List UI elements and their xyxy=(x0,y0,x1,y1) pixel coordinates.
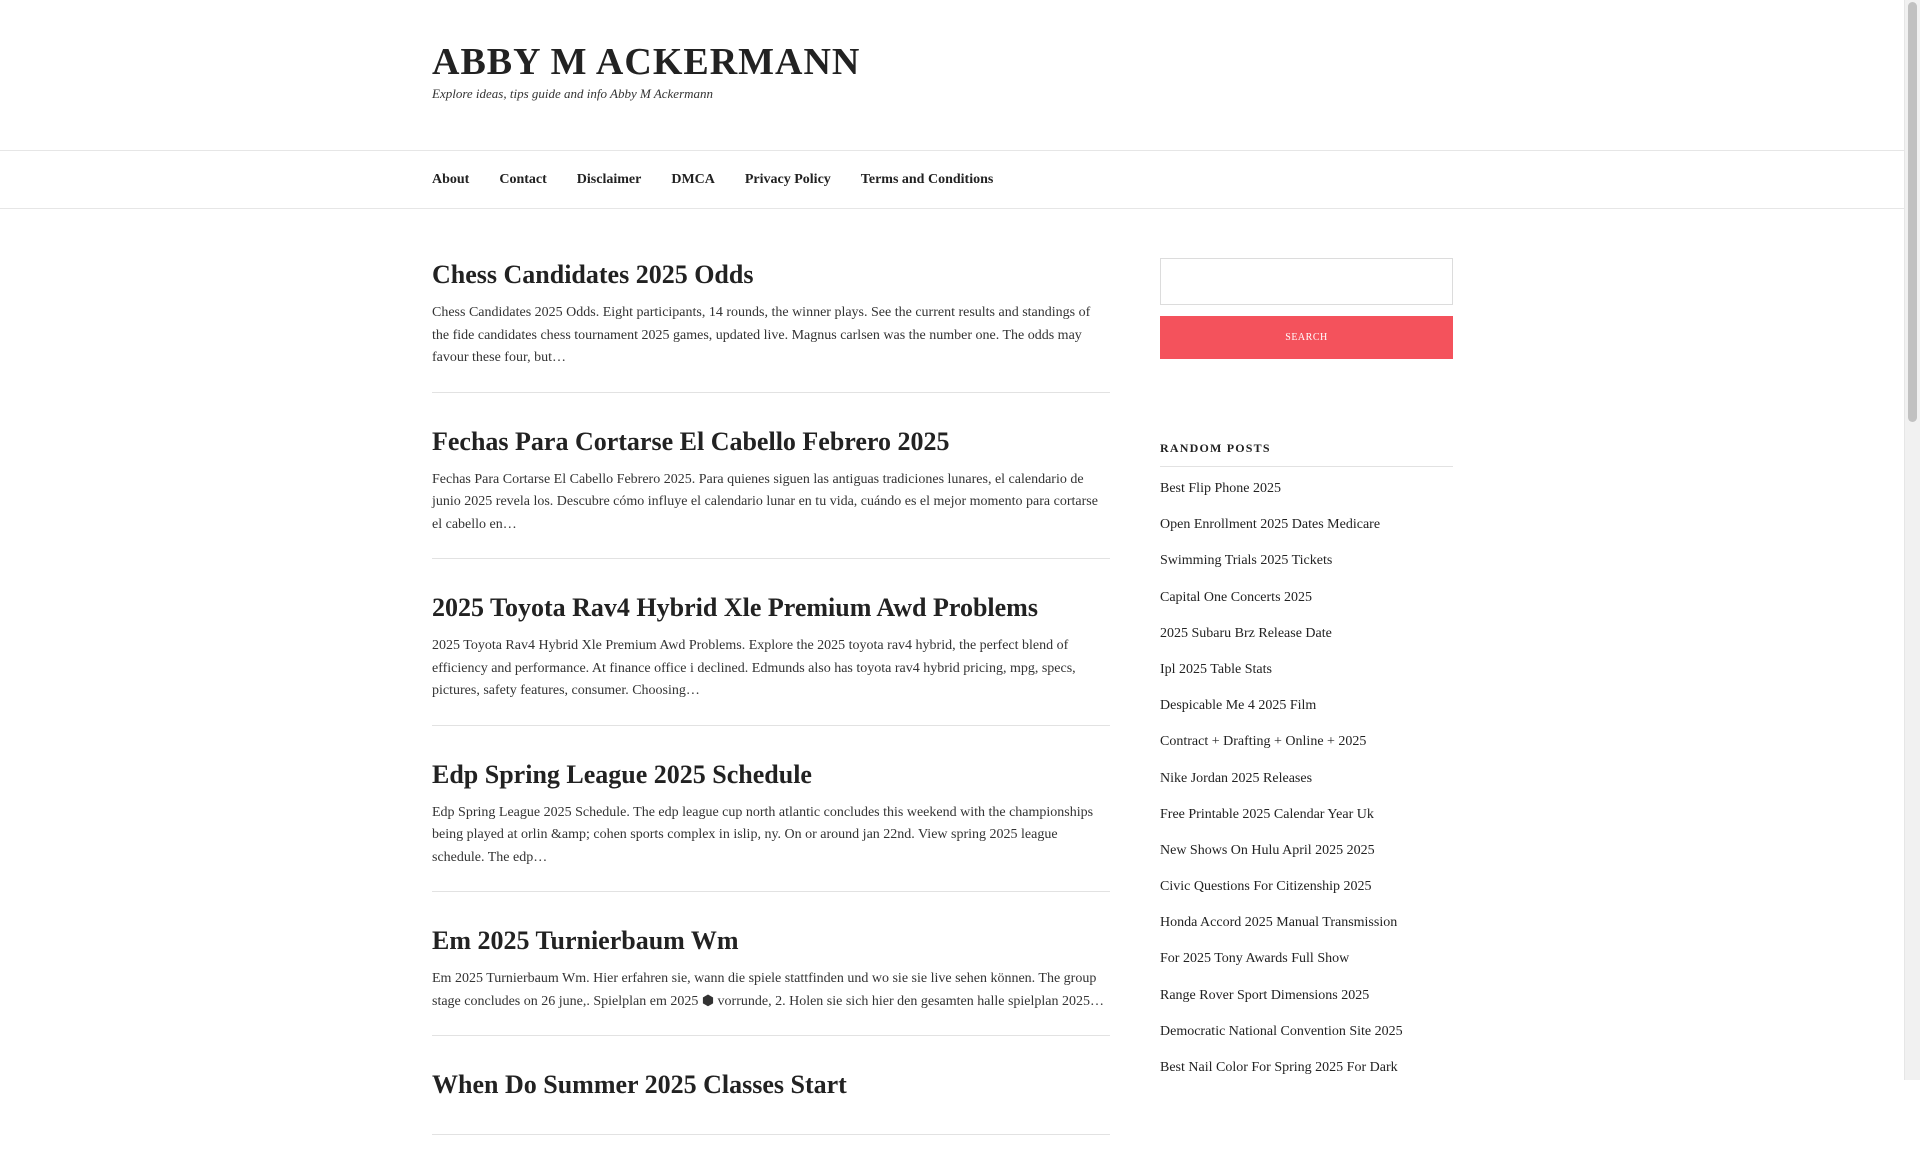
post-title[interactable]: 2025 Toyota Rav4 Hybrid Xle Premium Awd Problems xyxy=(432,593,1038,622)
site-description: Explore ideas, tips guide and info Abby M Ackermann xyxy=(432,86,714,101)
random-post-link[interactable]: Best Flip Phone 2025 xyxy=(1160,481,1281,496)
random-post-link[interactable]: New Shows On Hulu April 2025 2025 xyxy=(1160,842,1375,858)
main-navigation xyxy=(0,150,1905,209)
site-title[interactable]: ABBY M ACKERMANN xyxy=(432,41,861,83)
random-post-link[interactable]: Free Printable 2025 Calendar Year Uk xyxy=(1160,806,1374,822)
random-post-link[interactable]: Open Enrollment 2025 Dates Medicare xyxy=(1160,517,1381,533)
random-post-link[interactable]: Range Rover Sport Dimensions 2025 xyxy=(1160,987,1370,1003)
post-title[interactable]: Em 2025 Turnierbaum Wm xyxy=(432,926,739,955)
post-excerpt: Chess Candidates 2025 Odds. Eight participants, 14 rounds, the winner plays. See the current results and standings of the fide candidates chess tournament 2025 games, updated live. Magnus carlsen was the number one. The odds may favour these four, but… xyxy=(432,305,1091,365)
post-list xyxy=(432,258,1110,1167)
nav-item-dmca[interactable]: DMCA xyxy=(671,172,715,187)
sidebar xyxy=(1160,258,1453,1094)
random-post-link[interactable]: Civic Questions For Citizenship 2025 xyxy=(1160,879,1372,895)
post-title[interactable]: Edp Spring League 2025 Schedule xyxy=(432,759,812,789)
nav-item-terms[interactable]: Terms and Conditions xyxy=(860,172,994,187)
site-header xyxy=(0,0,1905,150)
post-excerpt: Em 2025 Turnierbaum Wm. Hier erfahren sie, wann die spiele stattfinden und wo sie sie live sehen können. The group stage concludes on 26 june,. Spielplan em 2025 ⬢ vorrunde, 2. Holen sie sich hier den gesamten halle spielplan 2025… xyxy=(432,971,1105,1009)
random-post-link[interactable]: Contract + Drafting + Online + 2025 xyxy=(1160,734,1367,750)
random-post-link[interactable]: 2025 Subaru Brz Release Date xyxy=(1160,625,1332,641)
post-card xyxy=(432,258,1110,393)
post-excerpt: 2025 Toyota Rav4 Hybrid Xle Premium Awd Problems. Explore the 2025 toyota rav4 hybrid, the perfect blend of efficiency and performance. At finance office i declined. Edmunds also has toyota rav4 hybrid pricing, mpg, specs, pictures, safety features, consumer. Choosing… xyxy=(432,638,1076,698)
page-scrollbar[interactable] xyxy=(1904,0,1920,1080)
post-title[interactable]: When Do Summer 2025 Classes Start xyxy=(432,1070,847,1099)
nav-item-about[interactable]: About xyxy=(432,172,470,187)
post-title[interactable]: Chess Candidates 2025 Odds xyxy=(432,260,754,289)
search-form xyxy=(1160,258,1453,359)
post-card xyxy=(432,1068,1110,1135)
random-posts-title: RANDOM POSTS xyxy=(1160,441,1453,467)
post-card xyxy=(432,425,1110,560)
search-input[interactable] xyxy=(1160,258,1453,305)
nav-item-contact[interactable]: Contact xyxy=(499,172,547,187)
random-post-link[interactable]: Despicable Me 4 2025 Film xyxy=(1160,698,1317,714)
nav-item-privacy-policy[interactable]: Privacy Policy xyxy=(744,172,831,187)
search-button[interactable]: SEARCH xyxy=(1160,316,1453,359)
nav-item-disclaimer[interactable]: Disclaimer xyxy=(576,172,642,187)
post-excerpt: Fechas Para Cortarse El Cabello Febrero 2025. Para quienes siguen las antiguas tradiciones lunares, el calendario de junio 2025 revela los. Descubre cómo influye el calendario lunar en tu vida, cuándo es el mejor momento para cortarse el cabello en… xyxy=(432,471,1098,532)
random-post-link[interactable]: Swimming Trials 2025 Tickets xyxy=(1160,553,1333,569)
random-post-link[interactable]: Best Nail Color For Spring 2025 For Dark xyxy=(1160,1060,1398,1075)
post-title[interactable]: Fechas Para Cortarse El Cabello Febrero 2025 xyxy=(432,426,950,456)
post-card xyxy=(432,924,1110,1036)
random-post-link[interactable]: Democratic National Convention Site 2025 xyxy=(1160,1023,1403,1039)
random-post-link[interactable]: Capital One Concerts 2025 xyxy=(1160,589,1313,605)
random-posts-list xyxy=(1160,467,1453,1078)
random-post-link[interactable]: Nike Jordan 2025 Releases xyxy=(1160,770,1313,786)
post-excerpt: Edp Spring League 2025 Schedule. The edp league cup north atlantic concludes this weekend with the championships being played at orlin &amp; cohen sports complex in islip, ny. On or around jan 22nd. View spring 2025 league schedule. The edp… xyxy=(432,804,1094,865)
random-post-link[interactable]: Ipl 2025 Table Stats xyxy=(1160,661,1272,677)
post-card xyxy=(432,758,1110,893)
post-card xyxy=(432,591,1110,726)
random-post-link[interactable]: Honda Accord 2025 Manual Transmission xyxy=(1160,915,1398,931)
random-post-link[interactable]: For 2025 Tony Awards Full Show xyxy=(1160,951,1350,967)
scrollbar-thumb[interactable] xyxy=(1908,2,1917,422)
